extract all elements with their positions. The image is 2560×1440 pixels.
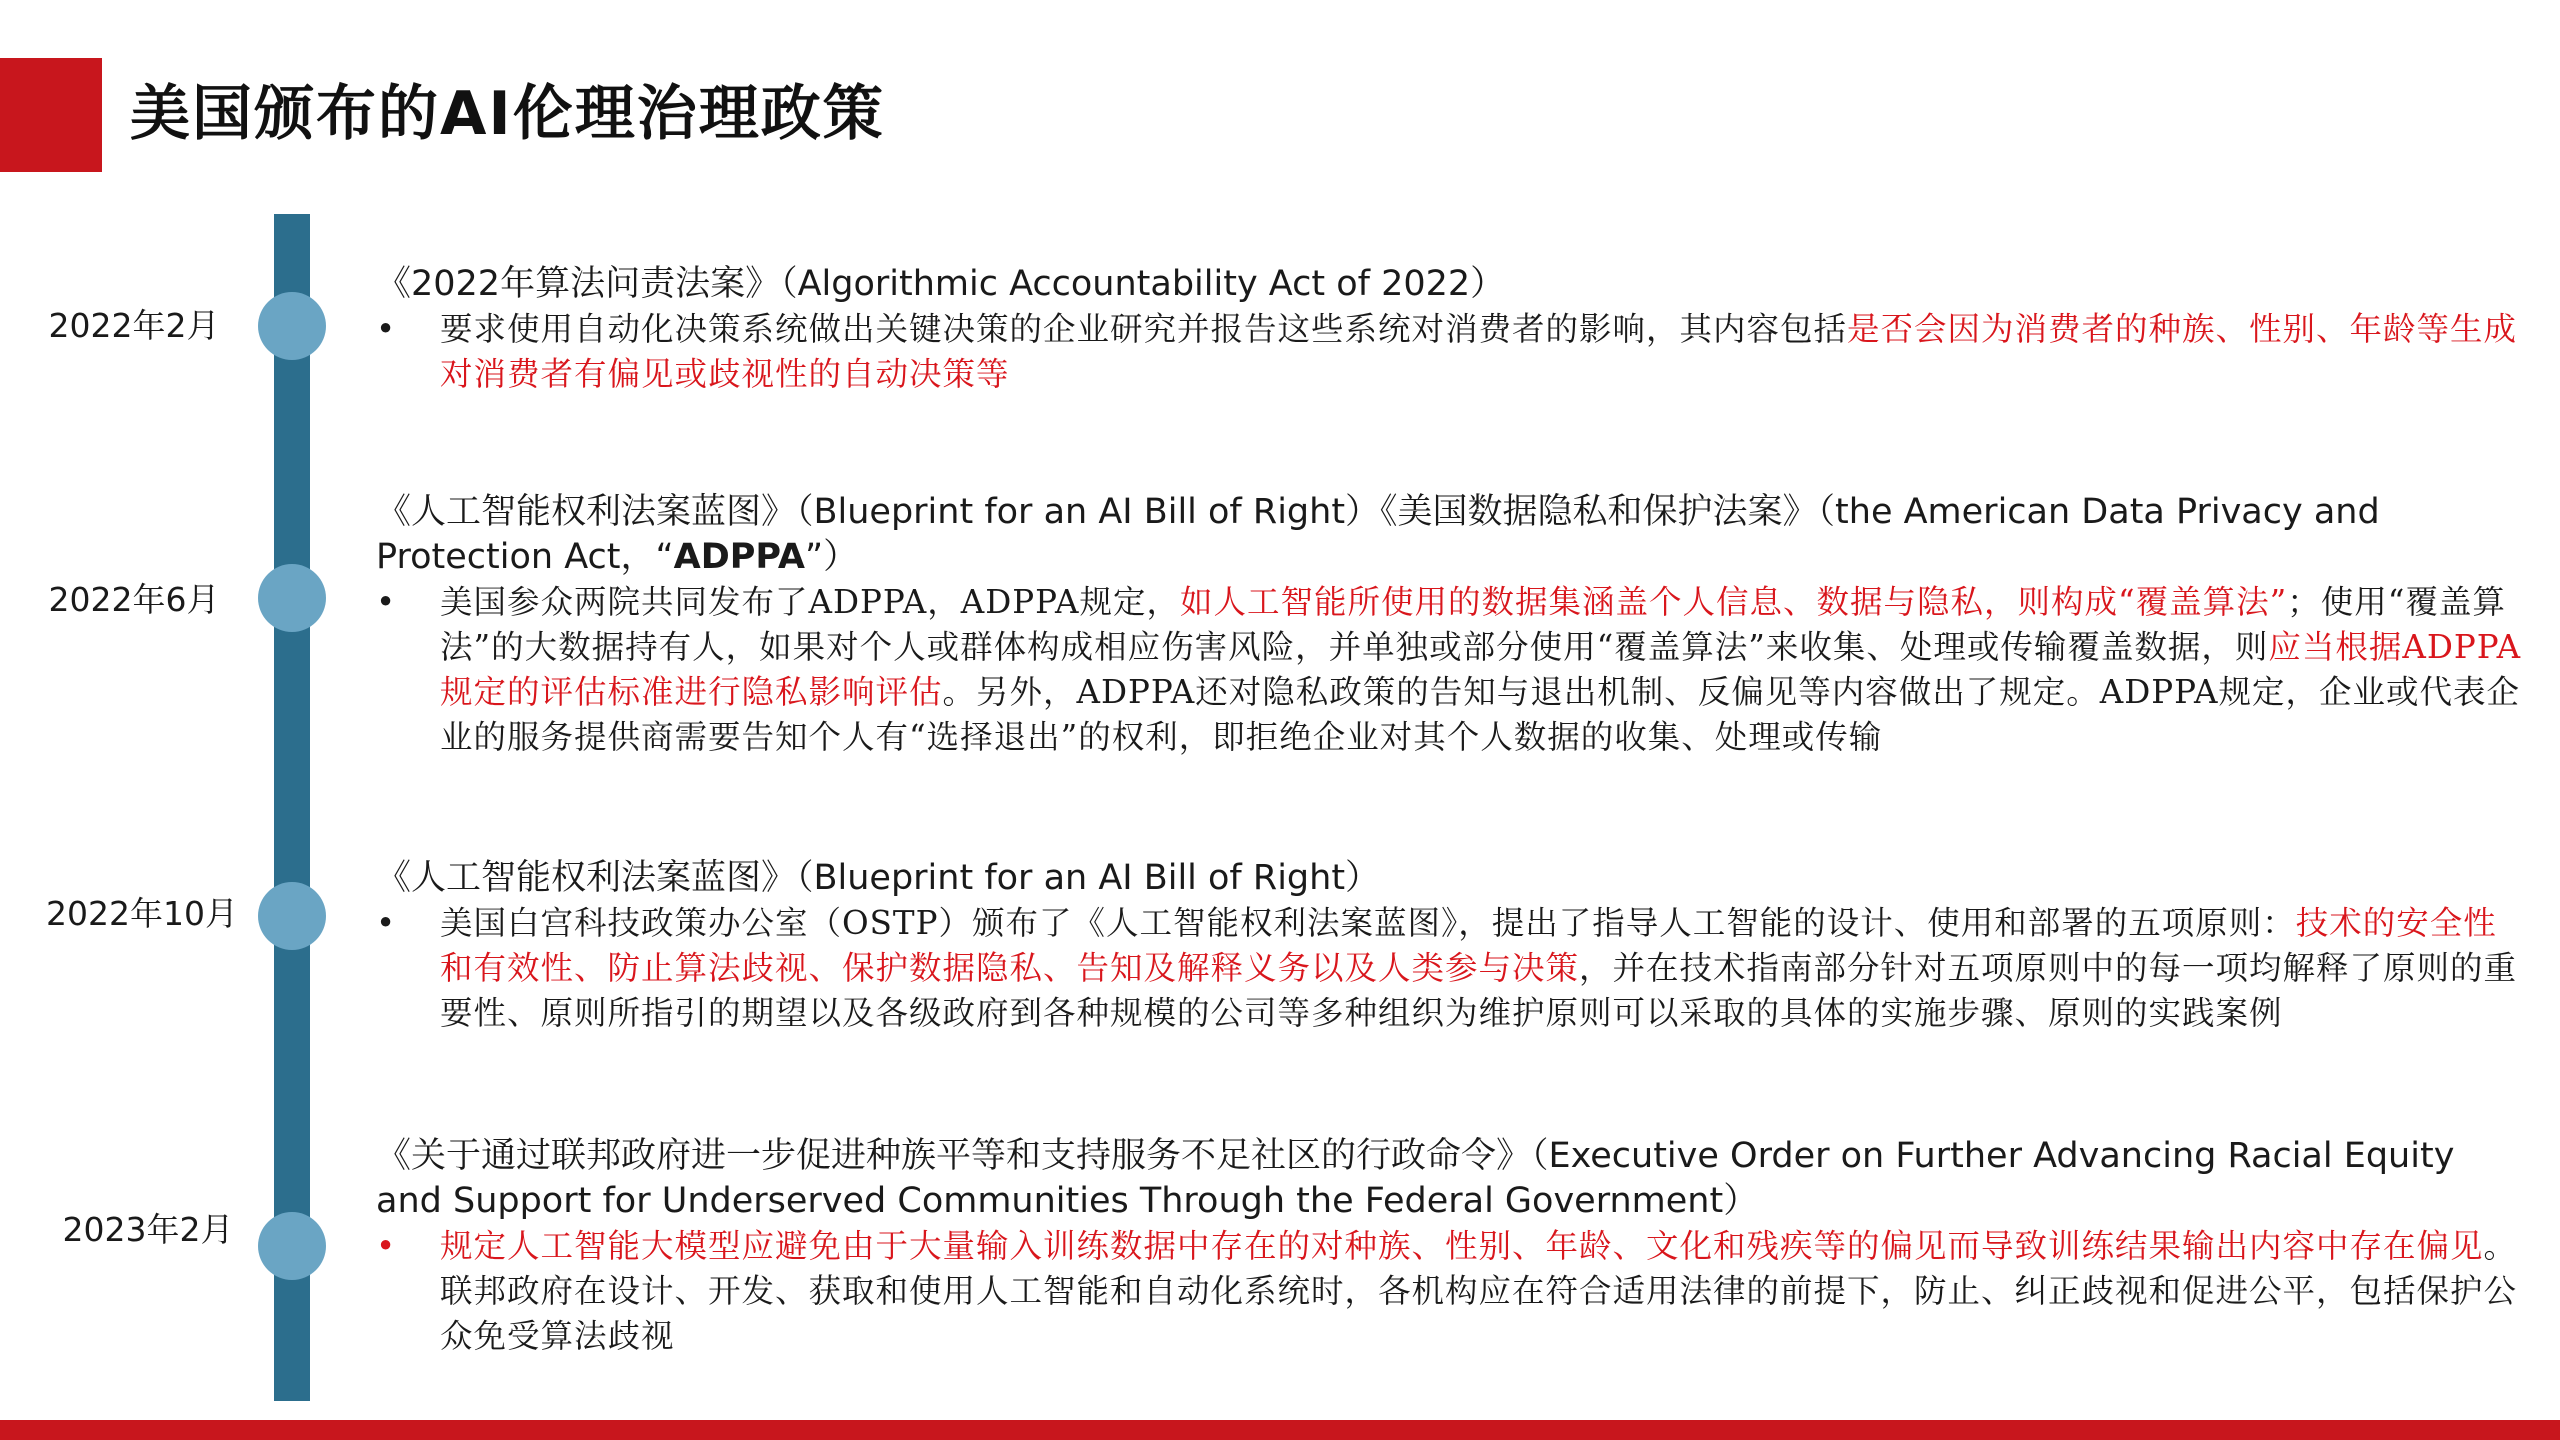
body-text: 要求使用自动化决策系统做出关键决策的企业研究并报告这些系统对消费者的影响，其内容包括: [440, 310, 1848, 348]
highlight-text: 规定人工智能大模型应避免由于大量输入训练数据中存在的对种族、性别、年龄、文化和残疾等的偏见而导致训练结果输出内容中存在偏见: [440, 1227, 2484, 1265]
bullet-mark: •: [376, 310, 397, 348]
entry-heading: [376, 490, 2526, 580]
body-text: 。联邦政府在设计、开发、获取和使用人工智能和自动化系统时，各机构应在符合适用法律的前提下，防止、纠正歧视和促进公平，包括保护公众免受算法歧视: [440, 1227, 2518, 1355]
body-text: ；使用“覆盖算法”的大数据持有人，如果对个人或群体构成相应伤害风险，并单独或部分使用“覆盖算法”来收集、处理或传输覆盖数据，则: [440, 583, 2506, 666]
page-title: 美国颁布的AI伦理治理政策: [130, 79, 885, 149]
body-text: 美国参众两院共同发布了ADPPA，ADPPA规定，: [440, 583, 1181, 621]
entry-heading: 《人工智能权利法案蓝图》（Blueprint for an AI Bill of Right）: [376, 858, 1381, 898]
entry-bullet: [376, 1224, 2526, 1359]
entry-bullet: [376, 901, 2526, 1036]
highlight-text: 技术的安全性和有效性、防止算法歧视、保护数据隐私、告知及解释义务以及人类参与决策: [440, 904, 2497, 987]
title-accent-block: [0, 58, 102, 172]
heading-text-end: ”）: [804, 537, 859, 577]
entry-heading: 《关于通过联邦政府进一步促进种族平等和支持服务不足社区的行政命令》（Executive Order on Further Advancing Racial Equity and Support for Underserved Communities Through the Federal Government）: [376, 1136, 2455, 1221]
timeline-dot: [258, 564, 326, 632]
timeline-date: 2022年6月: [48, 580, 220, 619]
timeline-date: 2022年10月: [46, 894, 238, 933]
timeline-entry: [376, 1134, 2526, 1359]
body-text: 。另外，ADPPA还对隐私政策的告知与退出机制、反偏见等内容做出了规定。ADPPA规定，企业或代表企业的服务提供商需要告知个人有“选择退出”的权利，即拒绝企业对其个人数据的收集、处理或传输: [440, 673, 2521, 756]
heading-text: 《人工智能权利法案蓝图》（Blueprint for an AI Bill of Right）《美国数据隐私和保护法案》（the American Data Privacy and Protection Act，“: [376, 492, 2380, 577]
body-text: ，并在技术指南部分针对五项原则中的每一项均解释了原则的重要性、原则所指引的期望以及各级政府到各种规模的公司等多种组织为维护原则可以采取的具体的实施步骤、原则的实践案例: [440, 949, 2518, 1032]
highlight-text: 是否会因为消费者的种族、性别、年龄等生成对消费者有偏见或歧视性的自动决策等: [440, 310, 2518, 393]
timeline-date: 2023年2月: [62, 1210, 234, 1249]
highlight-text: 应当根据ADPPA规定的评估标准进行隐私影响评估: [440, 628, 2522, 711]
bullet-mark: •: [376, 904, 397, 942]
timeline-entry: [376, 262, 2526, 397]
heading-bold: ADPPA: [673, 537, 805, 577]
entry-bullet: [376, 580, 2526, 760]
timeline-dot: [258, 882, 326, 950]
timeline-dot: [258, 292, 326, 360]
entry-heading: 《2022年算法问责法案》（Algorithmic Accountability Act of 2022）: [376, 264, 1506, 304]
timeline-entry: [376, 490, 2526, 760]
timeline-dot: [258, 1212, 326, 1280]
bullet-mark: •: [376, 1227, 397, 1265]
body-text: 美国白宫科技政策办公室（OSTP）颁布了《人工智能权利法案蓝图》，提出了指导人工智能的设计、使用和部署的五项原则：: [440, 904, 2296, 942]
bottom-accent-bar: [0, 1420, 2560, 1440]
timeline-date: 2022年2月: [48, 306, 220, 345]
highlight-text: 如人工智能所使用的数据集涵盖个人信息、数据与隐私，则构成“覆盖算法”: [1180, 583, 2288, 621]
timeline-entry: [376, 856, 2526, 1036]
entry-bullet: [376, 307, 2526, 397]
bullet-mark: •: [376, 583, 397, 621]
